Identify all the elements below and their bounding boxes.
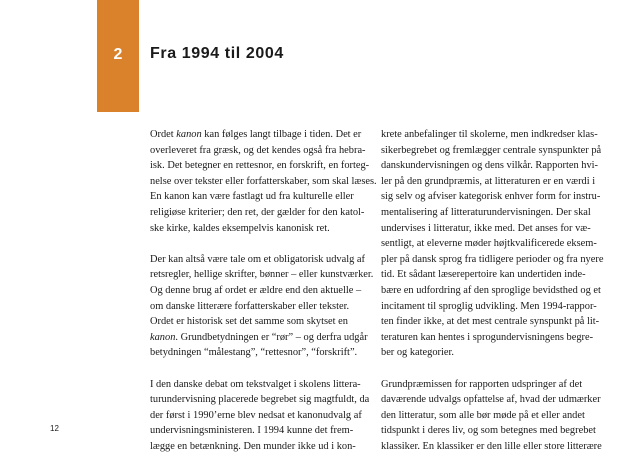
text-line: Ordet er historisk set det samme som skytset en xyxy=(150,314,372,330)
text-line: religiøse kriterier; den ret, der gælder for den katol- xyxy=(150,205,372,221)
text-line: nelse over tekster eller forfatterskaber, som skal læses. xyxy=(150,174,372,190)
paragraph xyxy=(150,377,372,454)
text-line: incitament til sproglig udvikling. Men 1994-rappor- xyxy=(381,299,603,315)
text-line: sikerbegrebet og fremlægger centrale synspunkter på xyxy=(381,143,603,159)
text-line: daværende udvalgs opfattelse af, hvad der udmærker xyxy=(381,392,603,408)
text-line: klassiker. En klassiker er den lille eller store litterære xyxy=(381,439,603,454)
paragraph xyxy=(381,377,603,454)
text-line: ber og kategorier. xyxy=(381,345,603,361)
text-line: om danske litterære forfatterskaber eller tekster. xyxy=(150,299,372,315)
text-line: Grundpræmissen for rapporten udspringer af det xyxy=(381,377,603,393)
text-line: den litteratur, som alle bør møde på et eller andet xyxy=(381,408,603,424)
paragraph xyxy=(150,252,372,361)
chapter-number: 2 xyxy=(97,46,139,64)
text-line: der først i 1990’erne blev nedsat et kanonudvalg af xyxy=(150,408,372,424)
text-line: lægge en betænkning. Den munder ikke ud i kon- xyxy=(150,439,372,454)
text-line: tidspunkt i deres liv, og som betegnes med begrebet xyxy=(381,423,603,439)
text-line: danskundervisningen og dens vilkår. Rapporten hvi- xyxy=(381,158,603,174)
text-line: bære en udfordring af den sproglige bevidsthed og et xyxy=(381,283,603,299)
page-number: 12 xyxy=(50,424,59,433)
text-line: Der kan altså være tale om et obligatorisk udvalg af xyxy=(150,252,372,268)
text-line: sig selv og afviser kategorisk enhver form for instru- xyxy=(381,189,603,205)
text-line: En kanon kan være fastlagt ud fra kulturelle eller xyxy=(150,189,372,205)
text-line: Og denne brug af ordet er ældre end den aktuelle – xyxy=(150,283,372,299)
text-line: tid. Et sådant læserepertoire kan undertiden inde- xyxy=(381,267,603,283)
text-line: teraturen kan hentes i sprogundervisningens begre- xyxy=(381,330,603,346)
text-line: isk. Det betegner en rettesnor, en forskrift, en forteg- xyxy=(150,158,372,174)
text-line: turundervisning placerede begrebet sig magtfuldt, da xyxy=(150,392,372,408)
text-line: Ordet kanon kan følges langt tilbage i tiden. Det er xyxy=(150,127,372,143)
text-line: overleveret fra græsk, og det kendes også fra hebra- xyxy=(150,143,372,159)
text-line: pler på dansk sprog fra tidligere perioder og fra nyere xyxy=(381,252,603,268)
text-line: mentalisering af litteraturundervisningen. Der skal xyxy=(381,205,603,221)
text-line: krete anbefalinger til skolerne, men indkredser klas- xyxy=(381,127,603,143)
text-line: kanon. Grundbetydningen er “rør” – og derfra udgår xyxy=(150,330,372,346)
paragraph xyxy=(381,127,603,361)
text-line: ler på den grundpræmis, at litteraturen er en værdi i xyxy=(381,174,603,190)
text-line: sentligt, at eleverne møder højtkvalificerede eksem- xyxy=(381,236,603,252)
text-line: undervisningsministeren. I 1994 kunne det frem- xyxy=(150,423,372,439)
right-column xyxy=(381,127,603,454)
chapter-title: Fra 1994 til 2004 xyxy=(150,45,284,63)
left-column xyxy=(150,127,372,454)
text-line: retsregler, hellige skrifter, bønner – eller kunstværker. xyxy=(150,267,372,283)
text-line: betydningen “målestang”, “rettesnor”, “forskrift”. xyxy=(150,345,372,361)
paragraph xyxy=(150,127,372,236)
text-line: I den danske debat om tekstvalget i skolens littera- xyxy=(150,377,372,393)
text-line: ten finder ikke, at det mest centrale synspunkt på lit- xyxy=(381,314,603,330)
text-line: undervises i litteratur, ikke med. Det anses for væ- xyxy=(381,221,603,237)
text-line: ske kirke, kaldes eksempelvis kanonisk ret. xyxy=(150,221,372,237)
